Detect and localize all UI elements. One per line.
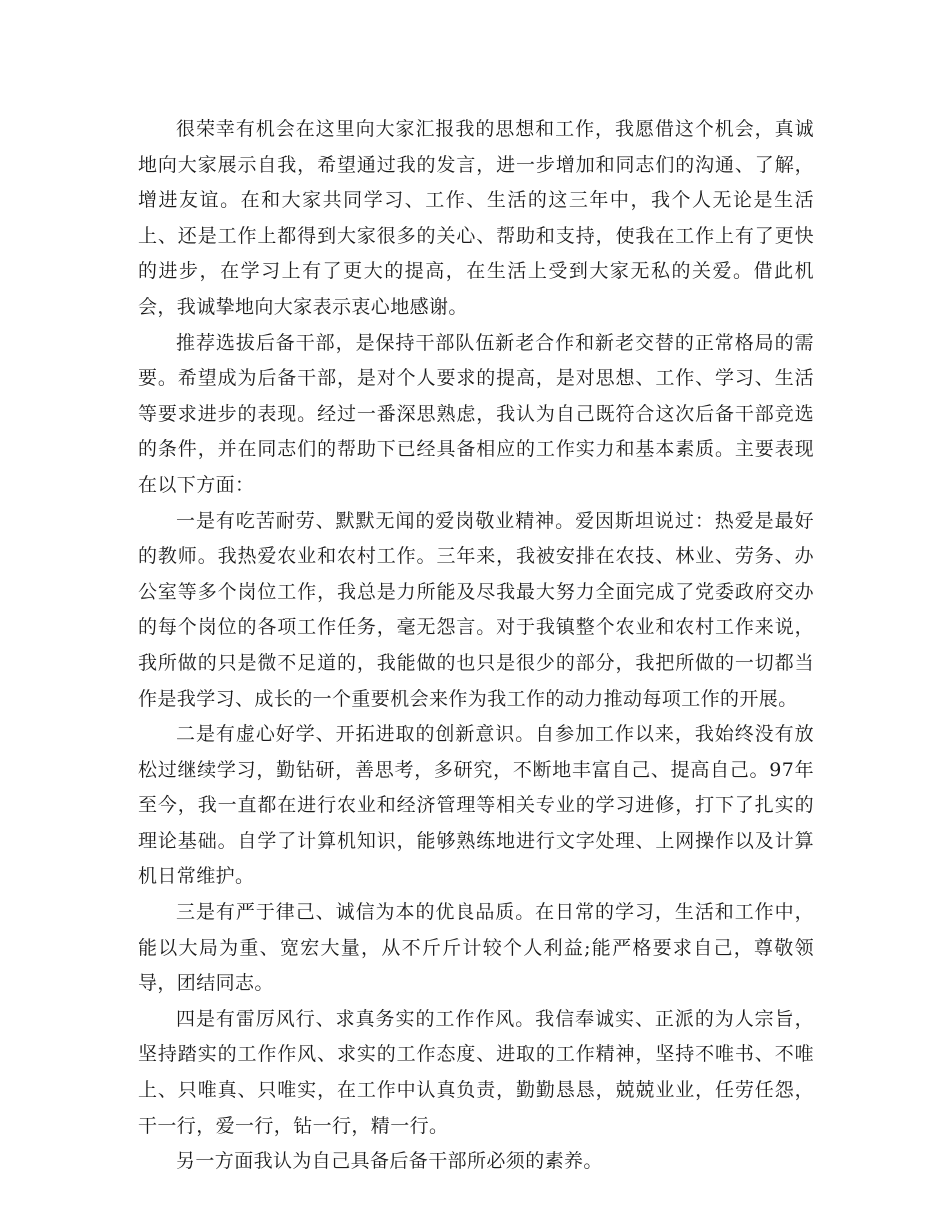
paragraph-point-two: 二是有虚心好学、开拓进取的创新意识。自参加工作以来，我始终没有放松过继续学习，勤钻研，善思考，多研究，不断地丰富自己、提高自己。97年至今，我一直都在进行农业和经济管理等相关专业的学习进修，打下了扎实的理论基础。自学了计算机知识，能够熟练地进行文字处理、上网操作以及计算机日常维护。 — [138, 723, 814, 888]
document-body — [138, 112, 814, 1180]
paragraph-recommendation: 推荐选拔后备干部，是保持干部队伍新老合作和新老交替的正常格局的需要。希望成为后备干部，是对个人要求的提高，是对思想、工作、学习、生活等要求进步的表现。经过一番深思熟虑，我认为自己既符合这次后备干部竞选的条件，并在同志们的帮助下已经具备相应的工作实力和基本素质。主要表现在以下方面： — [138, 331, 814, 496]
paragraph-point-one: 一是有吃苦耐劳、默默无闻的爱岗敬业精神。爱因斯坦说过：热爱是最好的教师。我热爱农业和农村工作。三年来，我被安排在农技、林业、劳务、办公室等多个岗位工作，我总是力所能及尽我最大努力全面完成了党委政府交办的每个岗位的各项工作任务，毫无怨言。对于我镇整个农业和农村工作来说，我所做的只是微不足道的，我能做的也只是很少的部分，我把所做的一切都当作是我学习、成长的一个重要机会来作为我工作的动力推动每项工作的开展。 — [138, 509, 814, 710]
paragraph-other-aspect: 另一方面我认为自己具备后备干部所必须的素养。 — [176, 1150, 603, 1173]
paragraph-point-four: 四是有雷厉风行、求真务实的工作作风。我信奉诚实、正派的为人宗旨，坚持踏实的工作作风、求实的工作态度、进取的工作精神，坚持不唯书、不唯上、只唯真、只唯实，在工作中认真负责，勤勤恳恳，兢兢业业，任劳任怨，干一行，爱一行，钻一行，精一行。 — [138, 1007, 814, 1137]
paragraph-point-three: 三是有严于律己、诚信为本的优良品质。在日常的学习，生活和工作中，能以大局为重、宽宏大量，从不斤斤计较个人利益;能严格要求自己，尊敬领导，团结同志。 — [138, 901, 814, 995]
paragraph-intro: 很荣幸有机会在这里向大家汇报我的思想和工作，我愿借这个机会，真诚地向大家展示自我，希望通过我的发言，进一步增加和同志们的沟通、了解，增进友谊。在和大家共同学习、工作、生活的这三年中，我个人无论是生活上、还是工作上都得到大家很多的关心、帮助和支持，使我在工作上有了更快的进步，在学习上有了更大的提高，在生活上受到大家无私的关爱。借此机会，我诚挚地向大家表示衷心地感谢。 — [138, 118, 814, 318]
